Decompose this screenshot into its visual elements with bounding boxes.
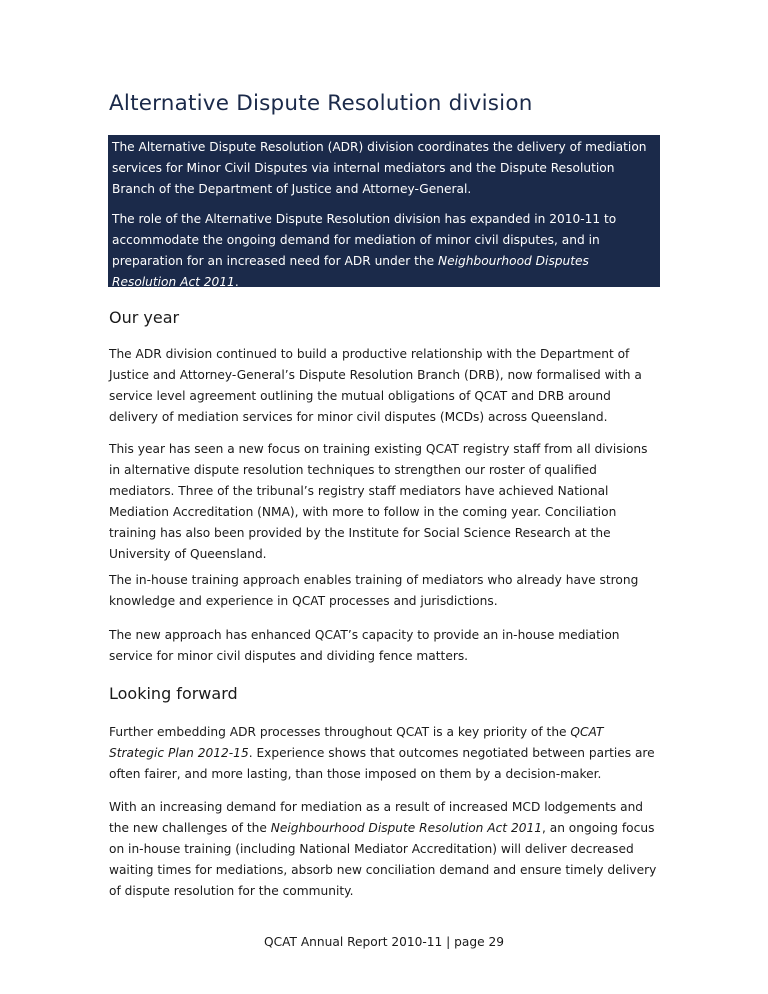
looking-forward-paragraph-2-end: , an ongoing focus on in-house training (including National Mediator Accreditation) will deliver decreased waiting times for mediations, absorb new conciliation demand and ensure timely delivery of dispute resolution for the community. [109,821,657,898]
intro-paragraph-2-end: . [234,275,239,289]
looking-forward-paragraph-1-end: . Experience shows that outcomes negotiated between parties are often fairer, and more lasting, than those imposed on them by a decision-maker. [109,746,655,781]
intro-paragraph-1: The Alternative Dispute Resolution (ADR) division coordinates the delivery of mediation services for Minor Civil Disputes via internal mediators and the Dispute Resolution Branch of the Department of Justice and Attorney-General. [112,140,647,196]
looking-forward-paragraph-1-text: Further embedding ADR processes throughout QCAT is a key priority of the [109,725,571,739]
looking-forward-paragraph-2-start: With an increasing demand for mediation as a result of increased MCD lodgements and the new challenges of the [109,800,644,835]
section-heading-looking-forward: Looking forward [109,684,238,703]
our-year-paragraph-2: This year has seen a new focus on training existing QCAT registry staff from all divisions in alternative dispute resolution techniques to strengthen our roster of qualified mediators. Three of the tribunal’s registry staff mediators have achieved National Mediation Accreditation (NMA), with more to follow in the coming year. Conciliation training has also been provided by the Institute for Social Science Research at the University of Queensland. [109,442,648,561]
intro-callout [108,135,660,287]
section-heading-our-year: Our year [109,308,180,327]
our-year-paragraph-4: The new approach has enhanced QCAT’s capacity to provide an in-house mediation service for minor civil disputes and dividing fence matters. [109,628,620,663]
page-footer: QCAT Annual Report 2010-11 | page 29 [264,935,504,949]
intro-paragraph-2-text: The role of the Alternative Dispute Resolution division has expanded in 2010-11 to accommodate the ongoing demand for mediation of minor civil disputes, and in preparation for an increased need for ADR under the [112,212,617,268]
looking-forward-paragraph-2 [109,797,661,902]
intro-paragraph-2 [112,209,654,293]
page-title: Alternative Dispute Resolution division [109,91,533,116]
act-title-italic: Neighbourhood Disputes Resolution Act 2011 [112,254,589,289]
our-year-paragraph-3: The in-house training approach enables training of mediators who already have strong knowledge and experience in QCAT processes and jurisdictions. [109,573,639,608]
neighbourhood-act-italic: Neighbourhood Dispute Resolution Act 2011 [270,821,542,835]
looking-forward-paragraph-1 [109,722,661,785]
strategic-plan-italic: QCAT Strategic Plan 2012-15 [109,725,604,760]
our-year-paragraph-1: The ADR division continued to build a productive relationship with the Department of Justice and Attorney-General’s Dispute Resolution Branch (DRB), now formalised with a service level agreement outlining the mutual obligations of QCAT and DRB around delivery of mediation services for minor civil disputes (MCDs) across Queensland. [109,347,642,424]
